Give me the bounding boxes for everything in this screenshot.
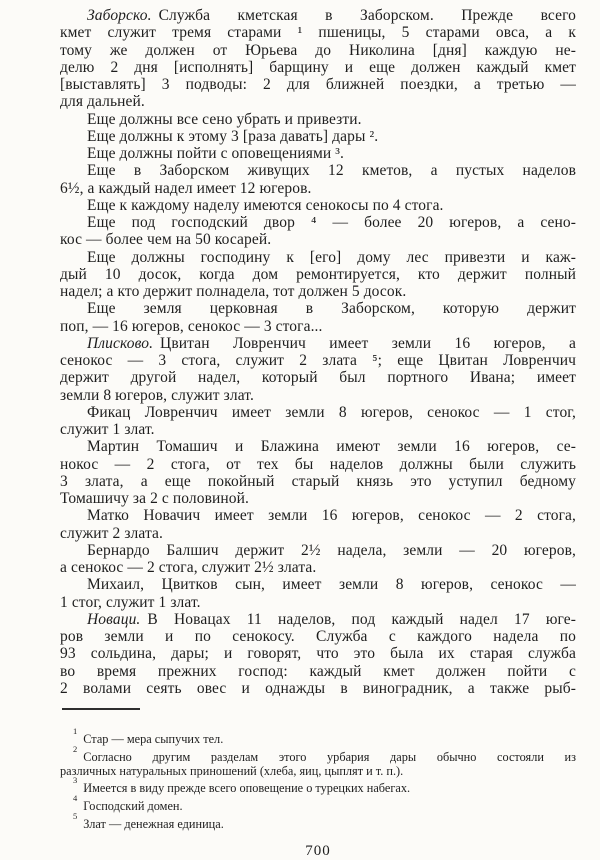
paragraph (60, 214, 576, 249)
footnote-marker: 3 (73, 775, 78, 786)
text-line: для дальней. (60, 93, 145, 111)
text-line (60, 611, 576, 628)
paragraph (60, 404, 576, 439)
text-line: делю 2 дня [исполнять] барщину и еще должен каждый кмет (60, 58, 576, 76)
text-run: Служба кметская в Заборском. Прежде всего (158, 7, 576, 24)
text-line: 93 сольдина, дары; и говорят, что это была их старая служба (60, 645, 576, 663)
paragraph (60, 438, 576, 507)
text-line: нокос — 2 стога, от тех бы наделов должны были служить (60, 455, 576, 473)
footnote (60, 775, 576, 796)
text-line: Еще к каждому наделу имеются сенокосы по 4 стога. (87, 196, 444, 214)
footnote-line (60, 775, 576, 796)
paragraph (60, 197, 576, 214)
paragraph (60, 145, 576, 162)
footnote-line: различных натуральных приношений (хлеба, яиц, цыплят и т. п.). (60, 763, 404, 778)
text-line (60, 7, 576, 24)
footnote (60, 743, 576, 779)
footnote-line (60, 726, 576, 747)
text-line: 6½, а каждый надел имеет 12 югеров. (60, 179, 312, 197)
text-line: кос — более чем на 50 косарей. (60, 231, 272, 249)
text-line: Мартин Томашич и Блажина имеют земли 16 югеров, се- (87, 438, 576, 456)
footnote-separator (62, 708, 140, 710)
text-line: надел; а кто держит полнадела, тот должен 5 досок. (60, 283, 407, 300)
text-line: Фикац Ловренчич имеет земли 8 югеров, сенокос — 1 стог, (87, 403, 576, 421)
text-line: ров земли и по сенокосу. Служба с каждого надела по (60, 628, 576, 645)
text-line: Еще земля церковная в Заборском, которую держит (87, 300, 576, 318)
text-line: Михаил, Цвитков сын, имеет земли 8 югеров, сенокос — (87, 576, 576, 594)
text-block (60, 7, 576, 860)
footnote (60, 793, 576, 814)
text-line: Еще должны господину к [его] дому лес привезти и каж- (87, 248, 576, 266)
text-line: служит 1 злат. (60, 421, 155, 438)
paragraph (60, 7, 576, 111)
paragraph (60, 111, 576, 128)
text-line: Матко Новачич имеет земли 16 югеров, сенокос — 2 стога, (87, 507, 576, 525)
footnote-text: Злат — денежная единица. (83, 816, 224, 831)
place-name-lead: Новаци. (87, 610, 141, 628)
text-line: поп, — 16 югеров, сенокос — 3 стога... (60, 317, 323, 335)
footnote-text: Стар — мера сыпучих тел. (83, 732, 224, 747)
footnote-line (60, 793, 576, 814)
paragraph (60, 542, 576, 577)
text-line: Еще под господский двор ⁴ — более 20 югеров, а сено- (87, 214, 576, 231)
text-run: Цвитан Ловренчич имеет земли 16 югеров, а (160, 334, 576, 352)
paragraph (60, 611, 576, 697)
text-line: во время прежних господ: каждый кмет должен пойти с (60, 662, 576, 680)
text-line: Еще должны все сено убрать и привезти. (87, 110, 362, 128)
footnote-text: Имеется в виду прежде всего оповещение о турецких набегах. (83, 781, 411, 796)
text-line: [выставлять] 3 подводы: 2 для ближней поездки, а третью — (60, 76, 576, 93)
footnote-line (60, 810, 576, 832)
text-line: Еще в Заборском живущих 12 кметов, а пустых наделов (87, 162, 576, 180)
body-text (60, 7, 576, 697)
text-line: сенокос — 3 стога, служит 2 злата ⁵; еще Цвитан Ловренчич (60, 352, 576, 369)
text-line: земли 8 югеров, служит злат. (60, 386, 254, 404)
text-line: 3 злата, а еще покойный старый князь это уступил бедному (60, 472, 576, 490)
text-line: 2 волами сеять овес и однажды в виноградник, а также рыб- (60, 679, 576, 697)
paragraph (60, 576, 576, 611)
place-name-lead: Плисково. (87, 334, 154, 352)
text-line: кмет служит тремя старами ¹ пшеницы, 5 старами овса, а к (60, 24, 576, 42)
footnote-marker: 5 (73, 810, 78, 821)
place-name-lead: Заборско. (87, 7, 152, 24)
text-line: дый 10 досок, когда дом ремонтируется, кто держит полный (60, 265, 576, 283)
paragraph (60, 128, 576, 145)
text-line: 1 стог, служит 1 злат. (60, 593, 201, 611)
footnote (60, 810, 576, 832)
footnote-marker: 4 (73, 793, 78, 804)
page-number: 700 (305, 842, 331, 859)
text-run: В Новацах 11 наделов, под каждый надел 17 юге- (147, 610, 576, 628)
footnote-marker: 2 (73, 743, 78, 754)
text-line: служит 2 злата. (60, 524, 163, 542)
footnote-line (60, 743, 576, 765)
paragraph (60, 249, 576, 301)
text-line: Еще должны пойти с оповещениями ³. (87, 145, 344, 162)
footnotes-section (60, 726, 576, 832)
paragraph (60, 300, 576, 335)
footnote-marker: 1 (73, 726, 78, 736)
footnote (60, 726, 576, 747)
paragraph (60, 507, 576, 542)
footnote-text: Господский домен. (83, 799, 183, 814)
text-line: держит другой надел, который был портного Ивана; имеет (60, 369, 576, 387)
paragraph (60, 335, 576, 404)
text-line: а сенокос — 2 стога, служит 2½ злата. (60, 559, 317, 576)
paragraph (60, 162, 576, 197)
text-line (60, 335, 576, 352)
text-line: Бернардо Балшич держит 2½ надела, земли — 20 югеров, (87, 541, 576, 559)
footnote-text: Согласно другим разделам этого урбария дары обычно состояли из (83, 749, 576, 764)
text-line: Еще должны к этому 3 [раза давать] дары ². (87, 127, 379, 145)
text-line: тому же должен от Юрьева до Николина [дня] каждую не- (60, 41, 576, 59)
text-line: Томашичу за 2 с половиной. (60, 490, 250, 507)
